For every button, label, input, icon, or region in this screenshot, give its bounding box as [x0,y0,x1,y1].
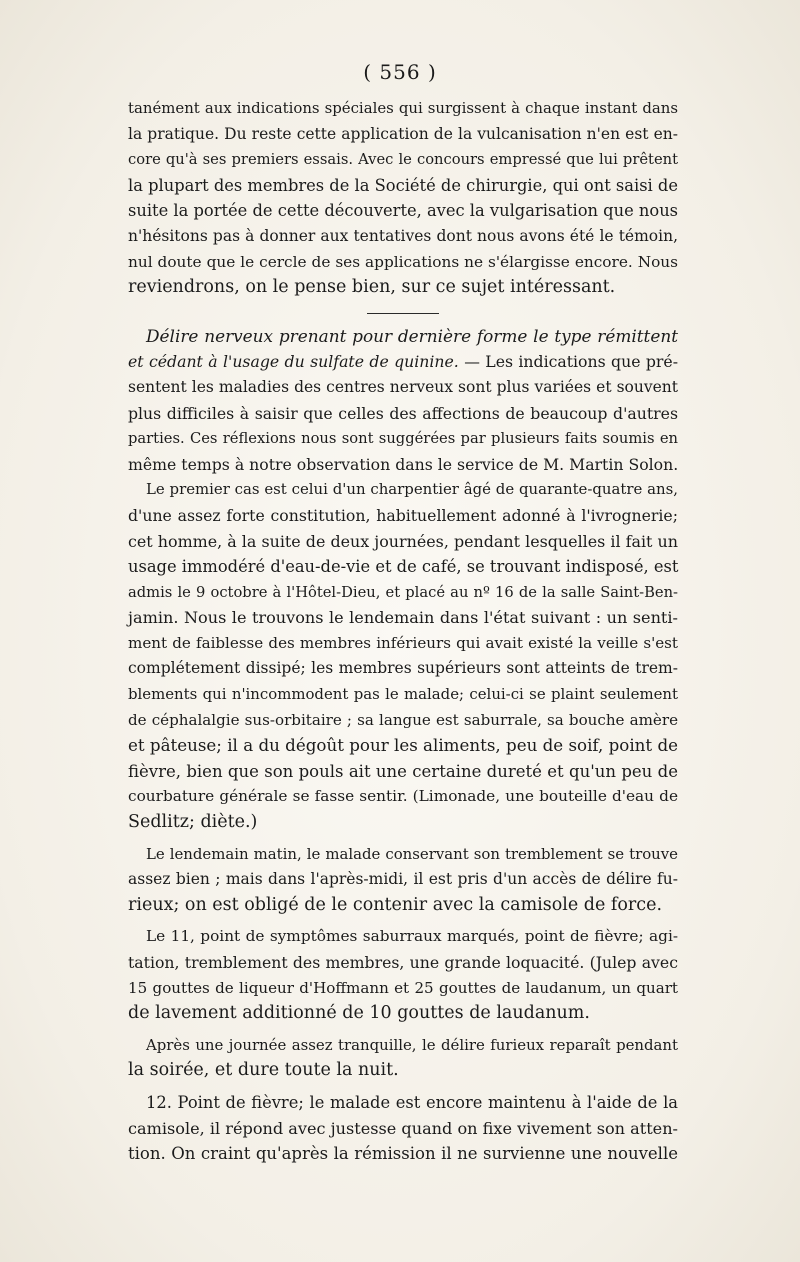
text-line: rieux; on est obligé de le contenir avec la camisole de force. [128,894,663,915]
paragraph-4 [128,842,678,919]
paragraph-1 [128,96,678,301]
text-line: reviendrons, on le pense bien, sur ce sujet intéressant. [128,277,616,298]
paragraph-7 [128,1090,678,1167]
text-line: admis le 9 octobre à l'Hôtel-Dieu, et placé au nº 16 de la salle Saint-Ben- [128,583,678,601]
article-title-line-2: et cédant à l'usage du sulfate de quinine. [128,352,459,372]
paragraph-3 [128,477,678,835]
text-line: 15 gouttes de liqueur d'Hoffmann et 25 gouttes de laudanum, un quart [128,978,678,997]
text-line: même temps à notre observation dans le service de M. Martin Solon. [128,454,679,474]
text-line [128,349,678,375]
text-line: assez bien ; mais dans l'après-midi, il est pris d'un accès de délire fu- [128,870,678,889]
text-line: tation, tremblement des membres, une grande loquacité. (Julep avec [128,953,678,972]
text-line: tanément aux indications spéciales qui surgissent à chaque instant dans [128,99,678,117]
paragraph-6 [128,1033,678,1084]
text-line: cet homme, à la suite de deux journées, pendant lesquelles il fait un [128,531,678,551]
article-heading-paragraph [128,324,678,478]
text-line: ment de faiblesse des membres inférieurs qui avait existé la veille s'est [128,633,678,652]
text-line: la pratique. Du reste cette application de la vulcanisation n'en est en- [128,124,678,143]
section-divider [367,313,439,314]
text-line: camisole, il répond avec justesse quand on fixe vivement son atten- [128,1118,678,1138]
text-line: et pâteuse; il a du dégoût pour les aliments, peu de soif, point de [128,735,679,756]
text-line: n'hésitons pas à donner aux tentatives dont nous avons été le témoin, [128,226,678,245]
article-title-line-1: Délire nerveux prenant pour dernière forme le type rémittent [146,325,678,346]
text-line: courbature générale se fasse sentir. (Limonade, une bouteille d'eau de [128,787,678,806]
body-text [128,96,678,1167]
page-number: ( 556 ) [363,60,437,84]
text-line: parties. Ces réflexions nous sont suggérées par plusieurs faits soumis en [128,430,678,448]
text-line: nul doute que le cercle de ses applications ne s'élargisse encore. Nous [128,252,678,271]
text-line: d'une assez forte constitution, habituellement adonné à l'ivrognerie; [128,505,678,525]
text-line: blements qui n'incommodent pas le malade; celui-ci se plaint seulement [128,685,678,704]
text-line: plus difficiles à saisir que celles des affections de beaucoup d'autres [128,403,678,423]
text-line: Le premier cas est celui d'un charpentier âgé de quarante-quatre ans, [146,480,678,499]
text-line: 12. Point de fièvre; le malade est encore maintenu à l'aide de la [146,1092,678,1112]
text-line: usage immodéré d'eau-de-vie et de café, se trouvant indisposé, est [128,557,679,577]
text-line: de lavement additionné de 10 gouttes de laudanum. [128,1003,590,1024]
paragraph-5 [128,924,678,1026]
text-line: Sedlitz; diète.) [128,812,258,833]
text-line: tion. On craint qu'après la rémission il ne survienne une nouvelle [128,1144,678,1164]
text-line: Le lendemain matin, le malade conservant son tremblement se trouve [146,844,678,863]
text-line: sentent les maladies des centres nerveux sont plus variées et souvent [128,377,678,396]
article-intro-text: — Les indications que pré- [458,352,679,372]
text-line: Après une journée assez tranquille, le délire furieux reparaît pendant [146,1035,678,1054]
text-line: Le 11, point de symptômes saburraux marqués, point de fièvre; agi- [146,927,678,946]
text-line: core qu'à ses premiers essais. Avec le concours empressé que lui prêtent [128,151,678,169]
text-line: jamin. Nous le trouvons le lendemain dans l'état suivant : un senti- [128,608,678,628]
text-line: la soirée, et dure toute la nuit. [128,1060,399,1081]
text-line: suite la portée de cette découverte, avec la vulgarisation que nous [128,201,679,221]
text-line: de céphalalgie sus-orbitaire ; sa langue est saburrale, sa bouche amère [128,710,678,729]
text-line: la plupart des membres de la Société de chirurgie, qui ont saisi de [128,175,678,195]
text-line: fièvre, bien que son pouls ait une certaine dureté et qu'un peu de [128,761,678,781]
text-line: complétement dissipé; les membres supérieurs sont atteints de trem- [128,659,678,678]
